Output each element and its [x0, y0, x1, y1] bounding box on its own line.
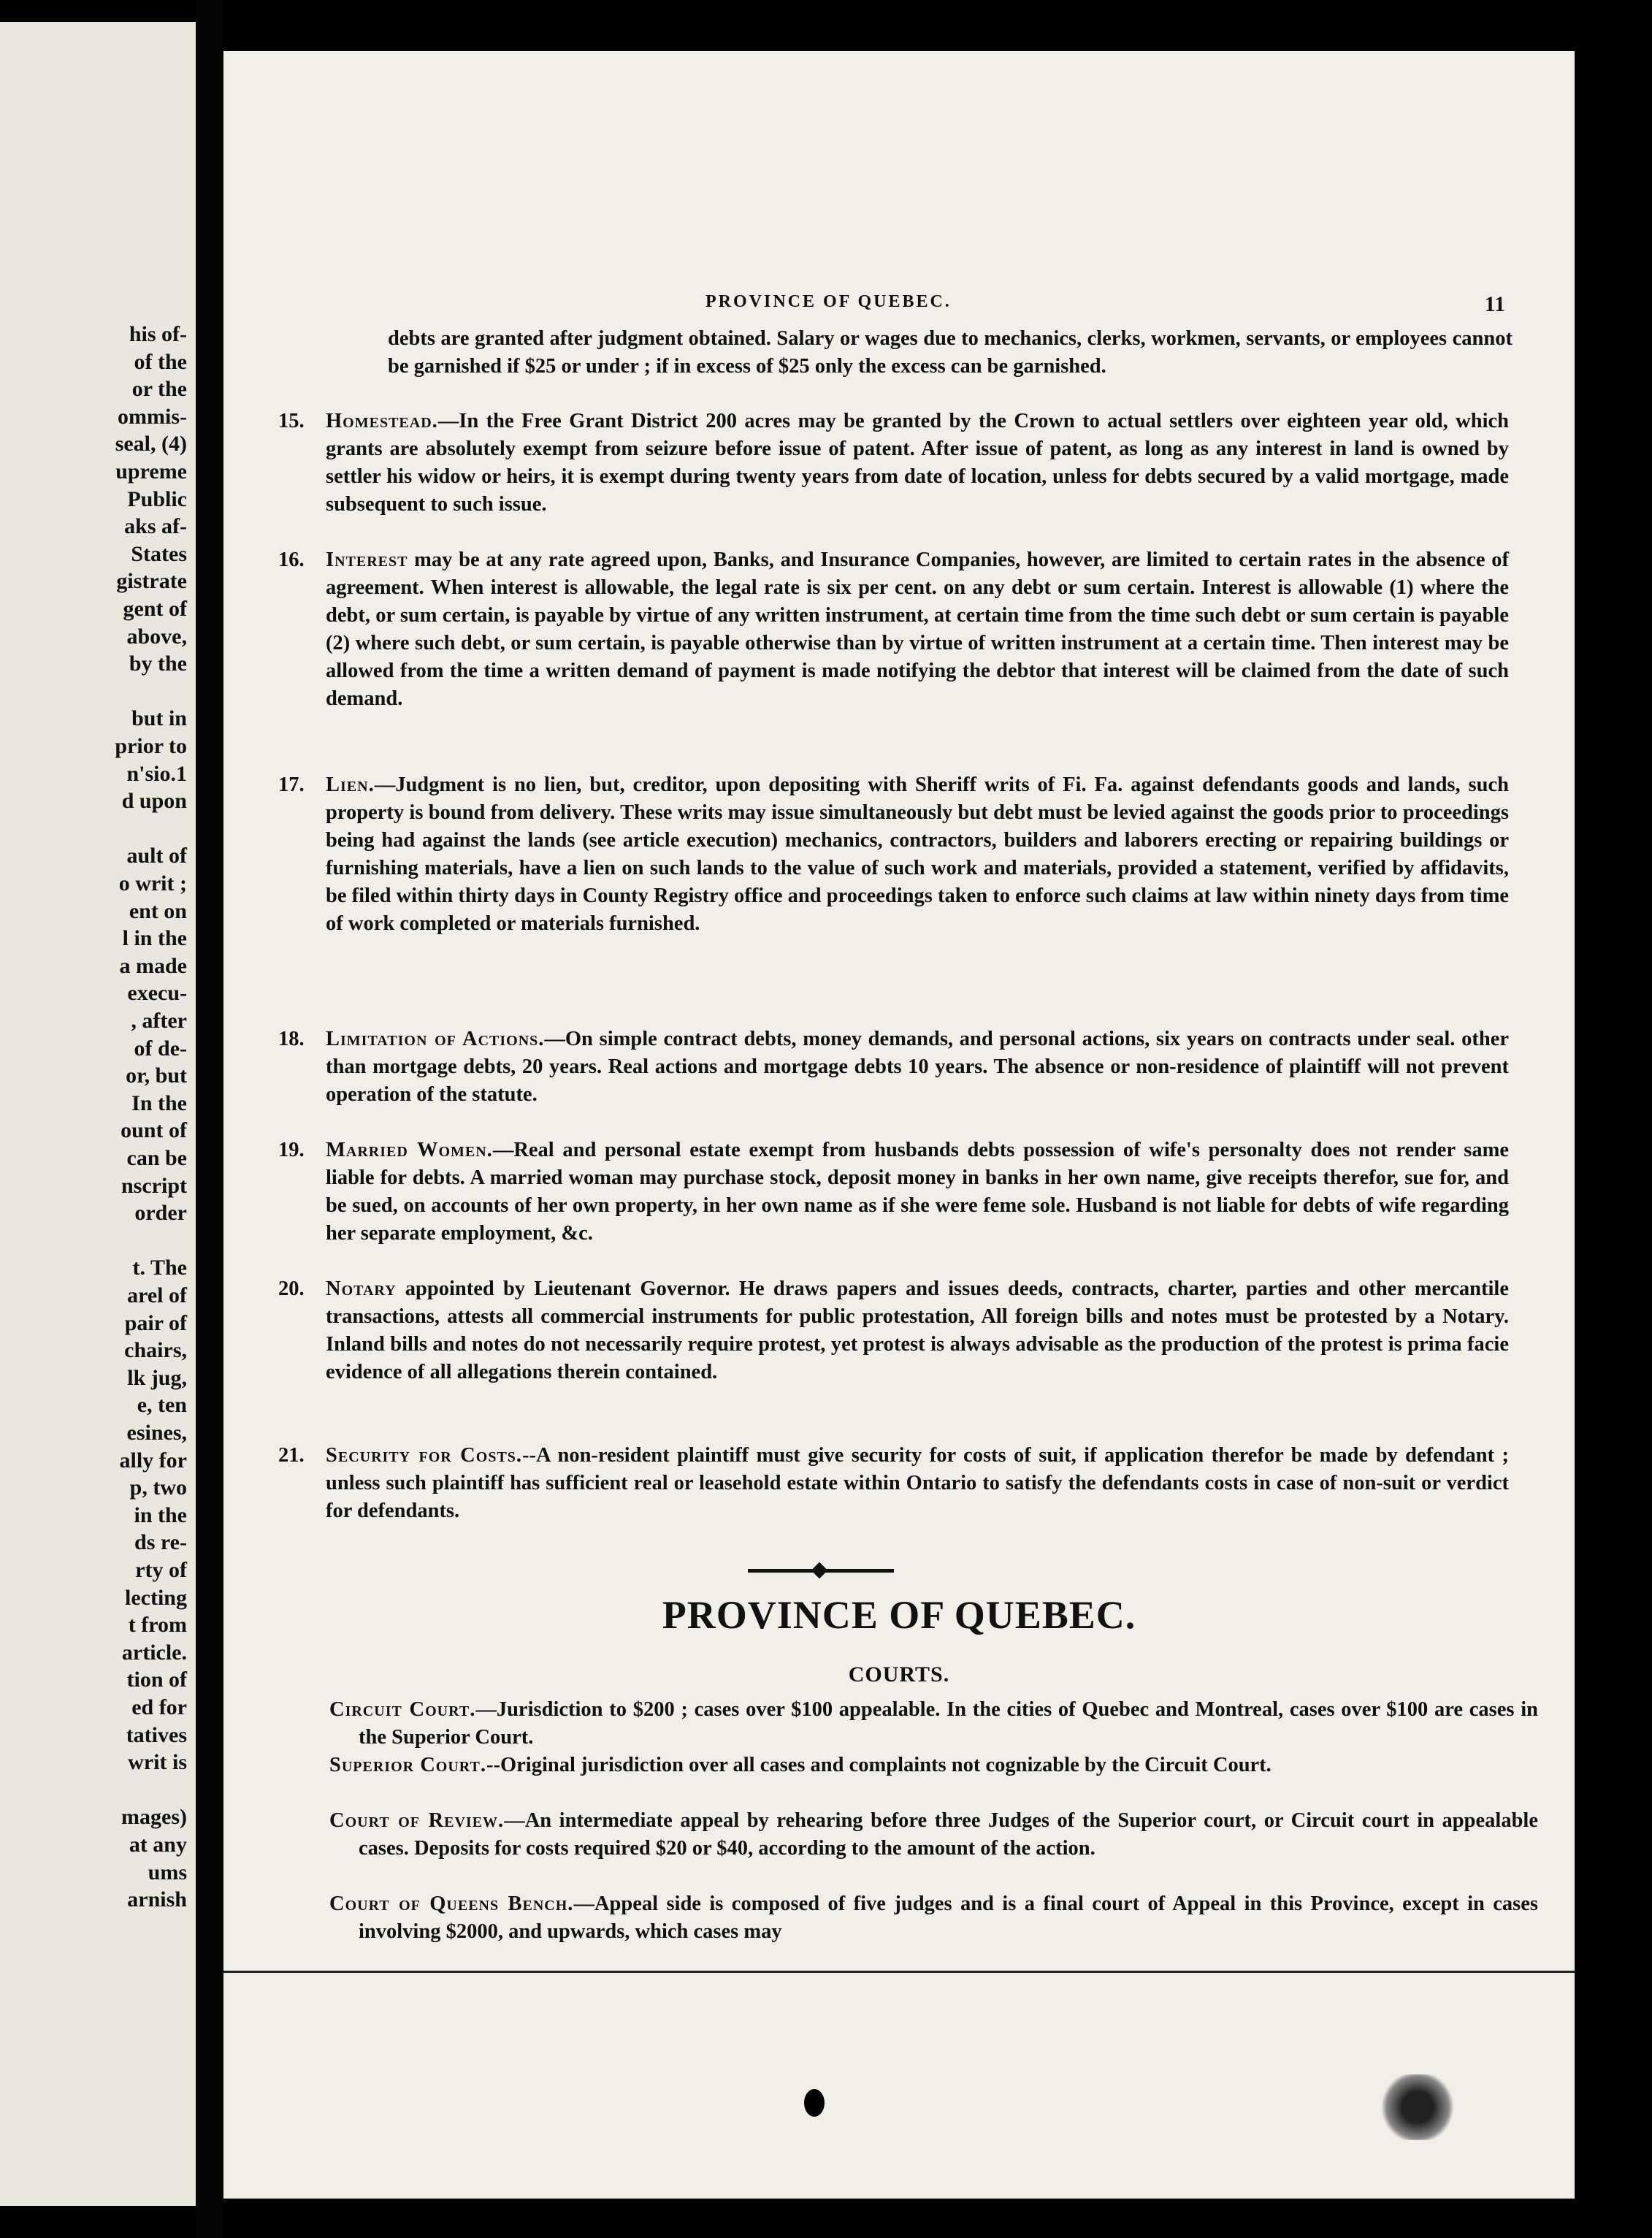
- item-18: [278, 1026, 1509, 1109]
- facing-page-line: p, two: [129, 1475, 187, 1500]
- facing-page-line: n'sio.1: [126, 761, 187, 786]
- facing-page-line: his of-: [129, 322, 187, 346]
- facing-page-line: rty of: [135, 1558, 187, 1582]
- item-text: —In the Free Grant District 200 acres may be granted by the Crown to actual settlers over eighteen year old, which grants are absolutely exempt from seizure before issue of patent. After issue of patent, as long as any interest in land is owned by settler his widow or heirs, it is exempt during twenty years from date of location, unless for debts secured by a valid mortgage, made subsequent to such issue.: [326, 410, 1509, 516]
- court-heading: Court of Review.: [329, 1809, 505, 1832]
- facing-page-line: can be: [126, 1146, 187, 1170]
- item-heading: Married Women.: [326, 1139, 493, 1161]
- facing-page-line: writ is: [128, 1750, 187, 1775]
- item-number: 20.: [278, 1278, 305, 1300]
- facing-page-line: execu-: [127, 981, 187, 1006]
- facing-page-line: aks af-: [124, 514, 187, 539]
- facing-page-line: o writ ;: [118, 871, 187, 895]
- item-text: —On simple contract debts, money demands, and personal actions, six years on contracts under seal. other than mortgage debts, 20 years. Real actions and mortgage debts 10 years. The absence or non-residence of plaintiff will not prevent operation of the statute.: [326, 1028, 1509, 1106]
- running-head: PROVINCE OF QUEBEC.: [705, 292, 952, 311]
- section-divider-ornament: [811, 1562, 828, 1579]
- facing-page-line: ent on: [129, 898, 187, 923]
- facing-page-line: gent of: [123, 597, 187, 621]
- facing-page-line: ault of: [126, 844, 187, 868]
- facing-page-line: l in the: [122, 926, 187, 951]
- facing-page-line: t from: [128, 1613, 187, 1638]
- continuation-paragraph: debts are granted after judgment obtained. Salary or wages due to mechanics, clerks, workmen, servants, or employees cannot be garnished if $25 or under ; if in excess of $25 only the excess can be garnished.: [388, 327, 1513, 378]
- facing-page-line: In the: [131, 1091, 187, 1115]
- court-circuit: [329, 1696, 1538, 1752]
- binding-gutter: [196, 0, 223, 2238]
- facing-page-line: Public: [127, 486, 187, 511]
- facing-page-line: in the: [134, 1502, 187, 1527]
- item-heading: Lien.: [326, 774, 375, 796]
- facing-page-line: lecting: [125, 1585, 187, 1610]
- item-heading: Notary: [326, 1278, 397, 1300]
- facing-page-line: lk jug,: [127, 1365, 187, 1390]
- facing-page-line: gistrate: [116, 569, 187, 594]
- facing-page-line: tion of: [126, 1668, 187, 1692]
- facing-page-line: ally for: [119, 1448, 187, 1473]
- facing-page-line: tatives: [126, 1722, 187, 1747]
- court-heading: Court of Queens Bench.: [329, 1893, 574, 1915]
- document-page: [223, 51, 1575, 2199]
- facing-page-line: States: [131, 541, 187, 566]
- item-number: 18.: [278, 1028, 305, 1050]
- facing-page-line: esines,: [126, 1421, 187, 1445]
- facing-page-line: mages): [121, 1805, 187, 1830]
- facing-page-line: by the: [129, 652, 187, 676]
- item-19: [278, 1137, 1510, 1248]
- item-number: 15.: [278, 410, 305, 432]
- item-number: 19.: [278, 1139, 305, 1161]
- item-text: —Judgment is no lien, but, creditor, upon depositing with Sheriff writs of Fi. Fa. against defendants goods and lands, such property is bound from delivery. These writs may issue simultaneously but debt must be levied against the goods prior to proceedings being had against the lands (see article execution) mechanics, contractors, builders and laborers erecting or repairing buildings or furnishing materials, have a lien on such lands to the value of such work and materials, provided a statement, verified by affidavits, be filed within thirty days in County Registry office and proceedings taken to enforce such claims at law within ninety days from time of work completed or materials furnished.: [326, 774, 1509, 935]
- facing-page-line: arel of: [127, 1283, 187, 1307]
- facing-page-line: ount of: [121, 1118, 187, 1143]
- court-heading: Circuit Court.: [329, 1698, 476, 1721]
- facing-page-line: t. The: [132, 1256, 187, 1280]
- item-heading: Interest: [326, 549, 408, 571]
- ink-smudge: [1377, 2074, 1458, 2140]
- courts-heading: COURTS.: [848, 1662, 950, 1687]
- court-heading: Superior Court.: [329, 1754, 486, 1776]
- facing-page-line: ed for: [131, 1695, 187, 1719]
- item-21: [278, 1442, 1510, 1525]
- facing-page-line: at any: [129, 1833, 187, 1857]
- facing-page-line: or, but: [126, 1063, 187, 1088]
- facing-page-line: e, ten: [137, 1393, 187, 1418]
- facing-page-line: but in: [131, 706, 187, 731]
- facing-page-line: above,: [126, 624, 187, 649]
- facing-page-line: seal, (4): [115, 432, 187, 457]
- facing-page-line: or the: [131, 377, 187, 402]
- facing-page-line: of the: [134, 349, 187, 374]
- facing-page-line: article.: [121, 1640, 187, 1665]
- court-superior: [329, 1752, 1538, 1779]
- facing-page-line: pair of: [124, 1310, 187, 1335]
- facing-page-line: ds re-: [134, 1530, 187, 1555]
- facing-page-line: a made: [119, 953, 187, 978]
- facing-page-line: arnish: [127, 1887, 187, 1912]
- item-number: 17.: [278, 774, 305, 796]
- page-number: 11: [1484, 292, 1505, 316]
- court-text: —Jurisdiction to $200 ; cases over $100 appealable. In the cities of Quebec and Montreal, cases over $100 are cases in the Superior Court.: [359, 1698, 1538, 1749]
- court-queens-bench: [329, 1890, 1538, 1946]
- court-review: [329, 1807, 1538, 1863]
- court-text: --Original jurisdiction over all cases and complaints not cognizable by the Circuit Court.: [486, 1754, 1271, 1776]
- facing-page-fragment: [0, 22, 196, 2206]
- facing-page-line: nscript: [121, 1173, 187, 1198]
- court-text: —An intermediate appeal by rehearing before three Judges of the Superior court, or Circuit court in appealable cases. Deposits for costs required $20 or $40, according to the amount of the action.: [359, 1809, 1538, 1860]
- item-heading: Homestead.: [326, 410, 438, 432]
- item-17: [278, 771, 1509, 938]
- ink-blot: [804, 2089, 825, 2117]
- section-title: PROVINCE OF QUEBEC.: [662, 1593, 1136, 1637]
- item-text: appointed by Lieutenant Governor. He draws papers and issues deeds, contracts, charter, parties and other mercantile transactions, attests all commercial instruments for public protestation, All foreign bills and notes must be protested by a Notary. Inland bills and notes do not necessarily require protest, yet protest is always advisable as the production of the protest is prima facie evidence of all allegations therein contained.: [326, 1278, 1509, 1383]
- item-20: [278, 1275, 1509, 1386]
- item-text: --A non-resident plaintiff must give security for costs of suit, if application therefor be made by defendant ; unless such plaintiff has sufficient real or leasehold estate within Ontario to satisfy the defendants costs in case of non-suit or verdict for defendants.: [326, 1444, 1510, 1522]
- scan-line-artifact: [223, 1971, 1575, 1973]
- facing-page-line: of de-: [134, 1036, 187, 1061]
- facing-page-line: d upon: [121, 789, 187, 814]
- item-number: 21.: [278, 1444, 305, 1467]
- item-15: [278, 408, 1509, 519]
- facing-page-line: chairs,: [124, 1338, 187, 1363]
- facing-page-line: ommis-: [118, 404, 187, 429]
- facing-page-line: ums: [148, 1860, 187, 1884]
- item-text: may be at any rate agreed upon, Banks, and Insurance Companies, however, are limited to certain rates in the absence of agreement. When interest is allowable, the legal rate is six per cent. on any debt or sum certain. Interest is allowable (1) where the debt, or sum certain, is payable by virtue of any written instrument, at certain time from the time such debt or sum certain is payable (2) where such debt, or sum certain, is payable otherwise than by virtue of written instrument at a certain time. Then interest may be allowed from the time a written demand of payment is made notifying the debtor that interest will be claimed from the date of such demand.: [326, 549, 1509, 710]
- item-heading: Limitation of Actions.: [326, 1028, 545, 1050]
- facing-page-line: upreme: [115, 459, 187, 484]
- item-16: [278, 546, 1509, 713]
- item-heading: Security for Costs.: [326, 1444, 523, 1467]
- court-text: —Appeal side is composed of five judges and is a final court of Appeal in this Province, except in cases involving $2000, and upwards, which cases may: [359, 1893, 1539, 1943]
- item-number: 16.: [278, 549, 305, 571]
- item-text: —Real and personal estate exempt from husbands debts possession of wife's personalty does not render same liable for debts. A married woman may purchase stock, deposit money in banks in her own name, give receipts therefor, sue for, and be sued, on accounts of her own property, in her own name as if she were feme sole. Husband is not liable for debts of wife regarding her separate employment, &c.: [326, 1139, 1510, 1245]
- facing-page-line: prior to: [115, 734, 187, 758]
- facing-page-line: , after: [131, 1009, 187, 1033]
- facing-page-line: order: [134, 1201, 187, 1226]
